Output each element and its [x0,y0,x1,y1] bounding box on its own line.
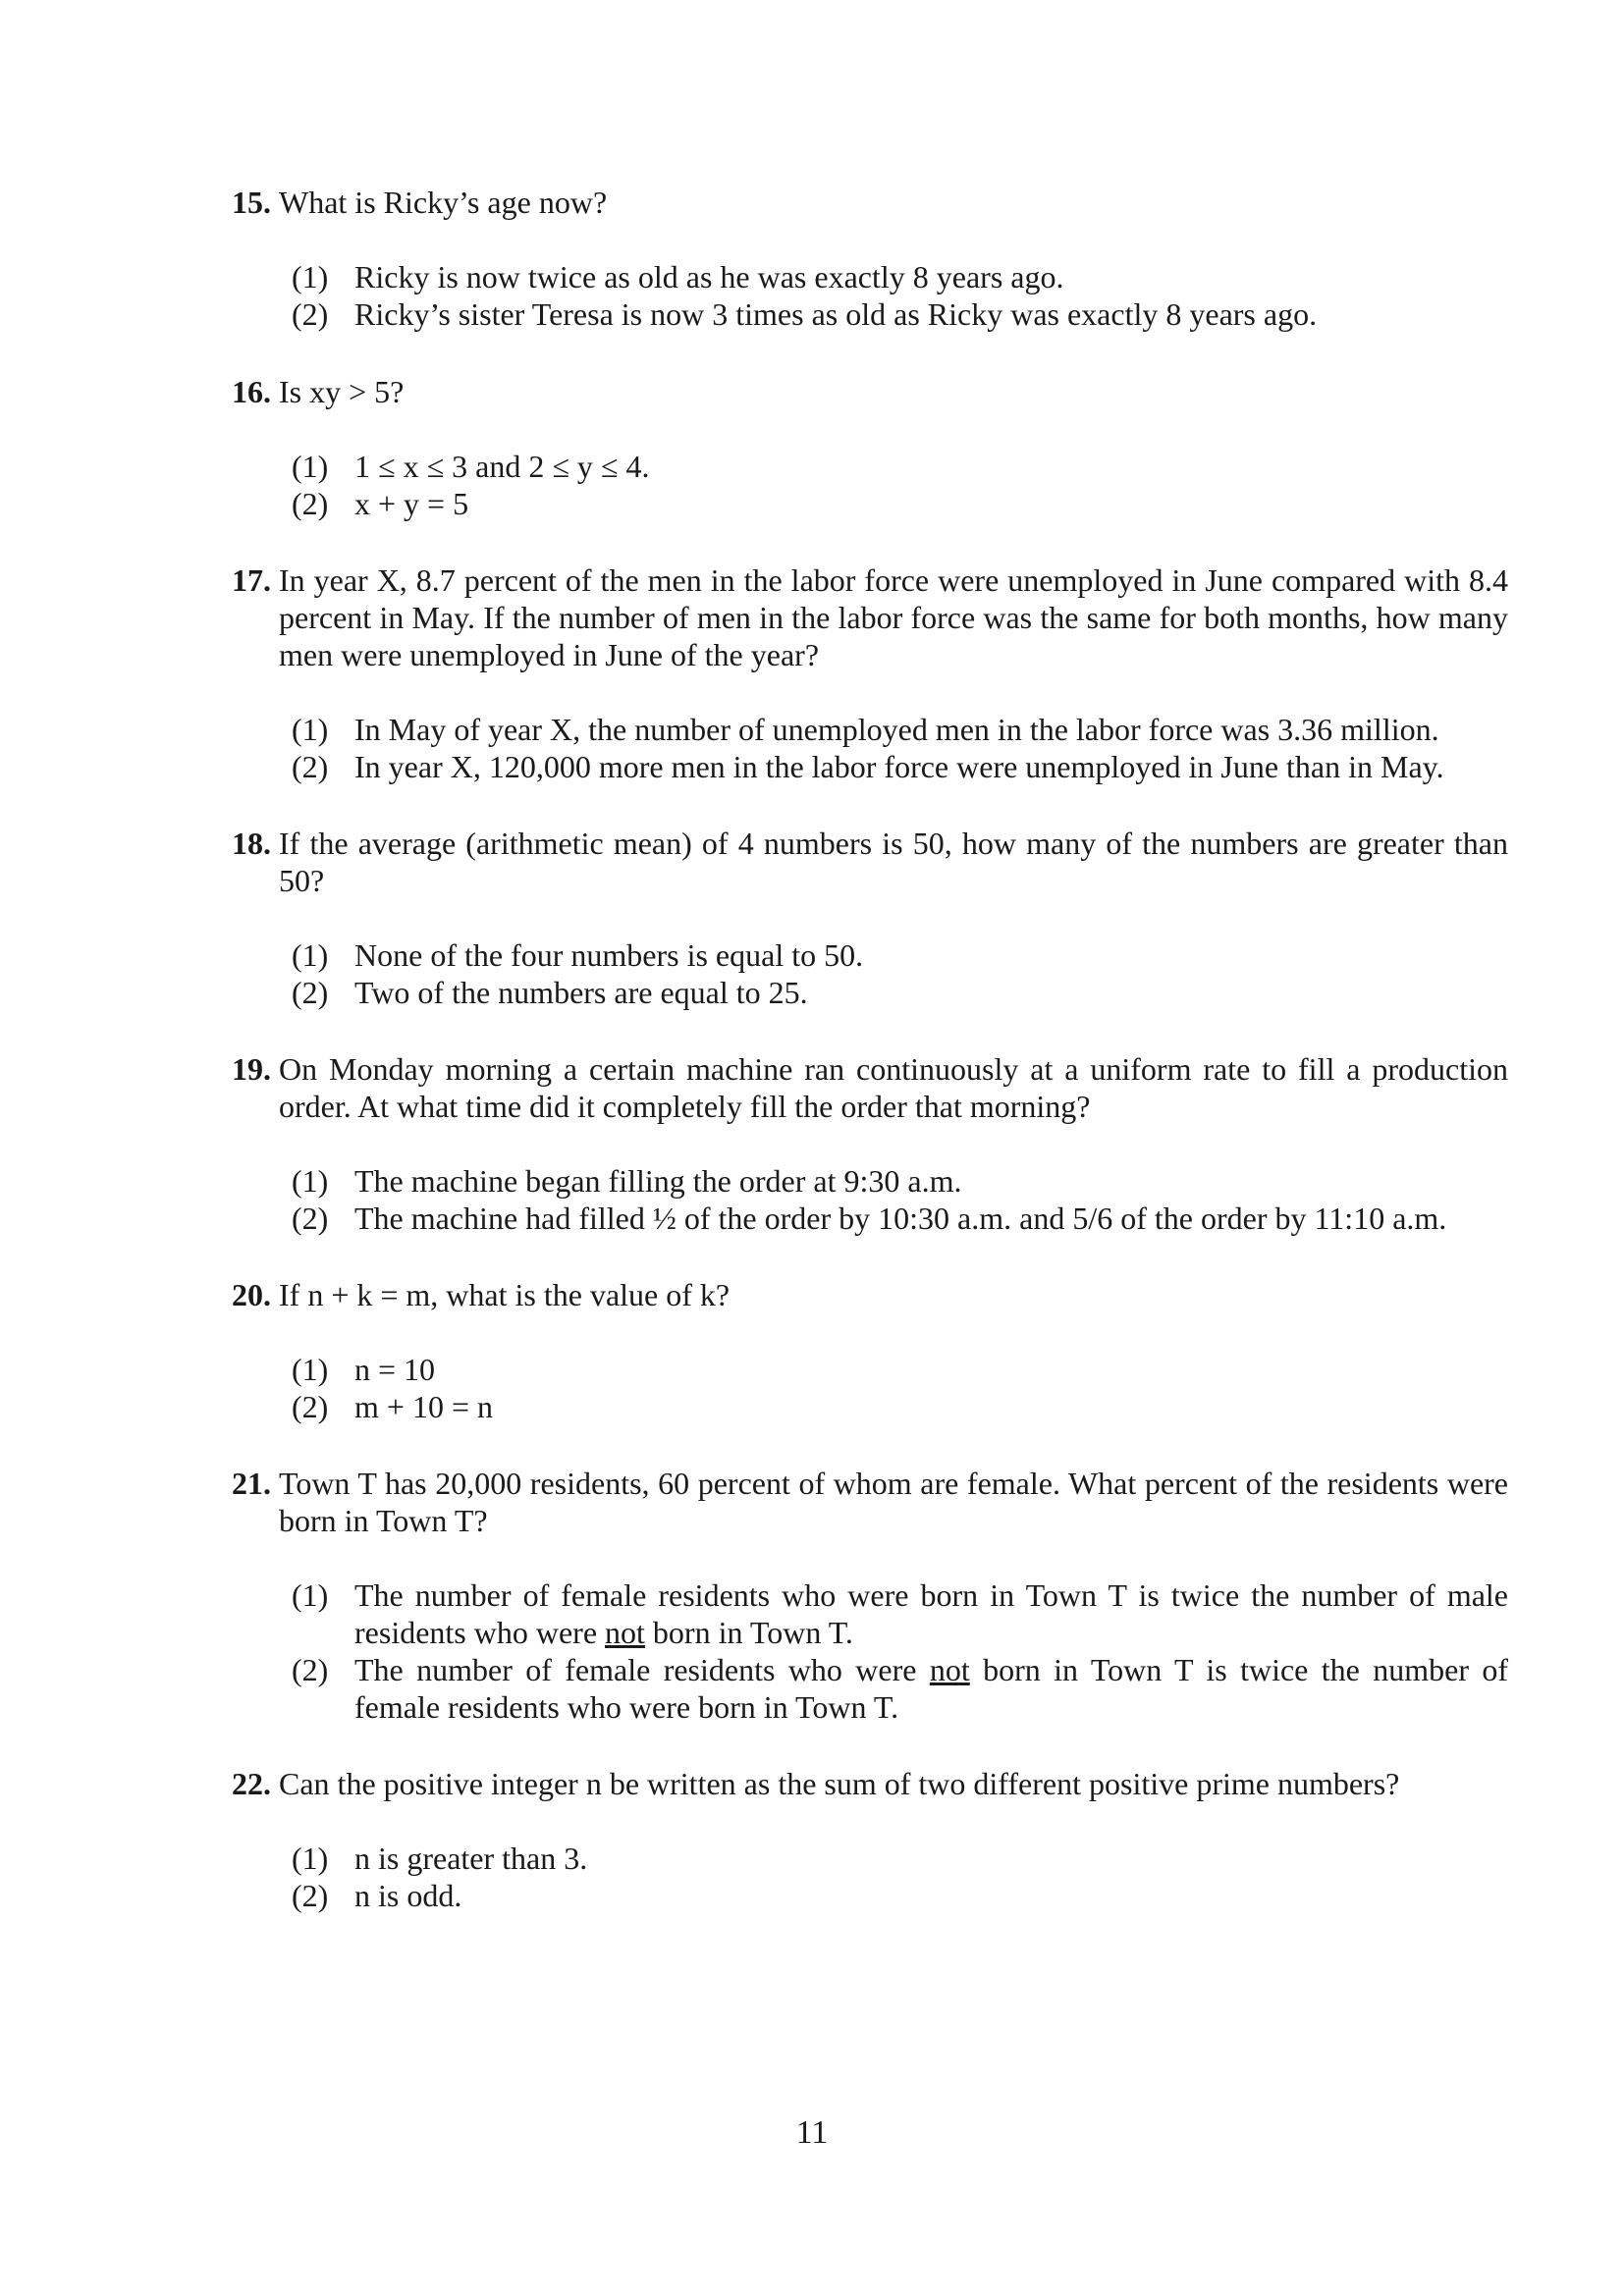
statement-label: (1) [292,1577,329,1613]
statement-2 [292,974,1508,1011]
statement-label: (1) [292,712,329,747]
statement-list [292,936,1508,1011]
statement-text: The machine began filling the order at 9:30 a.m. [354,1163,962,1199]
statement-2 [292,1200,1508,1237]
statement-2 [292,748,1508,785]
statement-text: The machine had filled ½ of the order by 10:30 a.m. and 5/6 of the order by 11:10 a.m. [354,1201,1447,1236]
statement-text: Two of the numbers are equal to 25. [354,975,808,1010]
statement-text: Ricky’s sister Teresa is now 3 times as old as Ricky was exactly 8 years ago. [354,296,1318,332]
question-text: Town T has 20,000 residents, 60 percent of whom are female. What percent of the residents were born in Town T? [279,1466,1508,1538]
statement-2 [292,485,1508,522]
question-stem [232,825,1508,899]
statement-text-after: born in Town T. [644,1615,853,1650]
question-stem [232,1050,1508,1125]
question-text: If n + k = m, what is the value of k? [279,1277,731,1312]
statement-text: m + 10 = n [354,1389,493,1424]
question-stem [232,373,1508,410]
statement-label: (2) [292,486,329,521]
question-number: 17. [232,562,271,598]
underlined-word: not [605,1615,645,1650]
statement-text-before: The number of female residents who were born in Town T is twice the number of male residents who were [354,1577,1508,1650]
statement-label: (1) [292,259,329,294]
question-text: What is Ricky’s age now? [279,185,608,220]
statement-label: (2) [292,1201,329,1236]
question-text: Can the positive integer n be written as the sum of two different positive prime numbers? [279,1766,1400,1801]
statement-1 [292,1840,1508,1877]
question-21 [232,1465,1508,1726]
statement-text: In year X, 120,000 more men in the labor force were unemployed in June than in May. [354,749,1444,784]
statement-label: (1) [292,1163,329,1199]
statement-list [292,1840,1508,1914]
statement-list [292,1162,1508,1237]
statement-list [292,1576,1508,1726]
statement-label: (1) [292,1352,329,1387]
statement-text: n = 10 [354,1352,436,1387]
statement-1 [292,448,1508,485]
statement-1 [292,936,1508,974]
statement-text-after: born in Town T is twice the number of female residents who were born in Town T. [354,1652,1509,1725]
question-stem [232,1765,1508,1802]
statement-text: n is odd. [354,1878,462,1913]
question-number: 15. [232,185,271,220]
statement-list [292,448,1508,522]
statement-label: (2) [292,1878,329,1913]
question-number: 21. [232,1466,271,1501]
statement-label: (2) [292,975,329,1010]
statement-text: In May of year X, the number of unemployed men in the labor force was 3.36 million. [354,712,1439,747]
question-16 [232,373,1508,522]
statement-2 [292,295,1508,333]
statement-1 [292,1162,1508,1200]
statement-2 [292,1877,1508,1914]
statement-label: (1) [292,937,329,973]
statement-label: (2) [292,1652,329,1687]
statement-label: (2) [292,296,329,332]
statement-text: x + y = 5 [354,486,469,521]
statement-label: (2) [292,1389,329,1424]
question-17 [232,561,1508,785]
statement-1 [292,1576,1508,1651]
statement-label: (2) [292,749,329,784]
statement-1 [292,258,1508,295]
question-text: Is xy > 5? [279,374,405,409]
question-stem [232,561,1508,673]
underlined-word: not [929,1652,970,1687]
statement-1 [292,711,1508,748]
question-number: 18. [232,826,271,861]
question-20 [232,1276,1508,1425]
question-text: On Monday morning a certain machine ran continuously at a uniform rate to fill a production order. At what time did it completely fill the order that morning? [279,1051,1508,1124]
statement-text: 1 ≤ x ≤ 3 and 2 ≤ y ≤ 4. [354,449,650,484]
question-number: 16. [232,374,271,409]
statement-text: n is greater than 3. [354,1841,588,1876]
page-number: 11 [795,2114,829,2151]
statement-label: (1) [292,449,329,484]
question-stem [232,184,1508,221]
question-18 [232,825,1508,1011]
question-stem [232,1276,1508,1313]
statement-1 [292,1351,1508,1388]
question-15 [232,184,1508,333]
statement-2 [292,1388,1508,1425]
question-number: 19. [232,1051,271,1087]
question-19 [232,1050,1508,1237]
statement-2 [292,1651,1508,1726]
statement-list [292,1351,1508,1425]
statement-text: Ricky is now twice as old as he was exactly 8 years ago. [354,259,1064,294]
statement-label: (1) [292,1841,329,1876]
statement-list [292,711,1508,785]
question-text: If the average (arithmetic mean) of 4 numbers is 50, how many of the numbers are greater than 50? [279,826,1508,898]
statement-text-before: The number of female residents who were [354,1652,930,1687]
statement-list [292,258,1508,333]
question-text: In year X, 8.7 percent of the men in the labor force were unemployed in June compared with 8.4 percent in May. If the number of men in the labor force was the same for both months, how many men were unemployed in June of the year? [279,562,1508,672]
question-22 [232,1765,1508,1914]
question-number: 22. [232,1766,271,1801]
statement-text: None of the four numbers is equal to 50. [354,937,864,973]
question-number: 20. [232,1277,271,1312]
question-stem [232,1465,1508,1539]
